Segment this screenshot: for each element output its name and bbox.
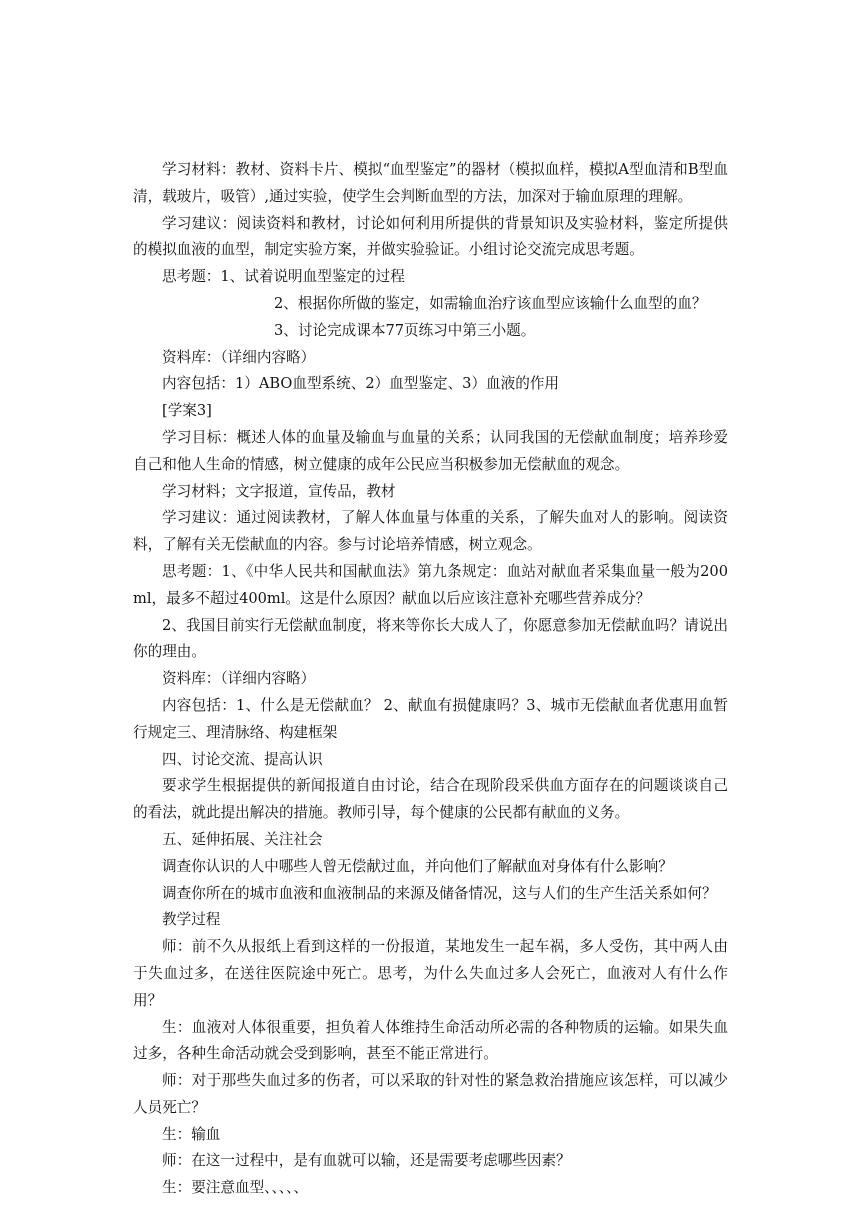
paragraph: 思考题：1、《中华人民共和国献血法》第九条规定：血站对献血者采集血量一般为200ml，最多不超过400ml。这是什么原因？献血以后应该注意补充哪些营养成分？ <box>133 562 728 607</box>
paragraph: 师：前不久从报纸上看到这样的一份报道，某地发生一起车祸，多人受伤，其中两人由于失血过多，在送往医院途中死亡。思考，为什么失血过多人会死亡，血液对人有什么作用？ <box>133 938 728 1009</box>
paragraph: 资料库：（详细内容略） <box>162 670 316 688</box>
paragraph: 思考题：1、试着说明血型鉴定的过程 <box>162 268 405 286</box>
paragraph: 生：输血 <box>162 1125 221 1143</box>
paragraph: 学习材料；文字报道，宣传品，教材 <box>162 482 396 500</box>
paragraph: 资料库：（详细内容略） <box>162 348 316 366</box>
paragraph: 学习材料：教材、资料卡片、模拟“血型鉴定”的器材（模拟血样，模拟A型血清和B型血清，载玻片，吸管）,通过实验，使学生会判断血型的方法，加深对于输血原理的理解。 <box>133 161 728 205</box>
paragraph: 学习建议：通过阅读教材，了解人体血量与体重的关系，了解失血对人的影响。阅读资料，了解有关无偿献血的内容。参与讨论培养情感，树立观念。 <box>133 509 728 554</box>
paragraph: 学习建议：阅读资料和教材，讨论如何利用所提供的背景知识及实验材料，鉴定所提供的模拟血液的血型，制定实验方案，并做实验验证。小组讨论交流完成思考题。 <box>133 214 728 259</box>
paragraph: 3、讨论完成课本77页练习中第三小题。 <box>274 321 536 339</box>
paragraph: 五、延伸拓展、关注社会 <box>162 830 323 848</box>
paragraph: 四、讨论交流、提高认识 <box>162 750 323 768</box>
paragraph: 调查你认识的人中哪些人曾无偿献过血，并向他们了解献血对身体有什么影响？ <box>162 857 673 875</box>
document-body <box>133 157 728 1202</box>
paragraph: [学案3] <box>162 402 212 420</box>
paragraph: 2、我国目前实行无偿献血制度，将来等你长大成人了，你愿意参加无偿献血吗？请说出你的理由。 <box>133 616 728 661</box>
paragraph: 内容包括：1）ABO血型系统、2）血型鉴定、3）血液的作用 <box>162 375 560 393</box>
paragraph: 师：在这一过程中，是有血就可以输，还是需要考虑哪些因素？ <box>162 1152 571 1170</box>
paragraph: 内容包括：1、什么是无偿献血？ 2、献血有损健康吗？3、城市无偿献血者优惠用血暂行规定三、理清脉络、构建框架 <box>133 696 728 741</box>
paragraph: 生：要注意血型、、、、、 <box>162 1179 308 1197</box>
paragraph: 调查你所在的城市血液和血液制品的来源及储备情况，这与人们的生产生活关系如何？ <box>162 884 717 902</box>
paragraph: 教学过程 <box>162 911 221 929</box>
paragraph: 要求学生根据提供的新闻报道自由讨论，结合在现阶段采供血方面存在的问题谈谈自己的看法，就此提出解决的措施。教师引导，每个健康的公民都有献血的义务。 <box>133 777 728 822</box>
paragraph: 2、根据你所做的鉴定，如需输血治疗该血型应该输什么血型的血？ <box>274 294 707 312</box>
paragraph: 生：血液对人体很重要，担负着人体维持生命活动所必需的各种物质的运输。如果失血过多，各种生命活动就会受到影响，甚至不能正常进行。 <box>133 1018 728 1063</box>
paragraph: 学习目标：概述人体的血量及输血与血量的关系；认同我国的无偿献血制度；培养珍爱自己和他人生命的情感，树立健康的成年公民应当积极参加无偿献血的观念。 <box>133 428 728 473</box>
paragraph: 师：对于那些失血过多的伤者，可以采取的针对性的紧急救治措施应该怎样，可以减少人员死亡？ <box>133 1072 728 1116</box>
